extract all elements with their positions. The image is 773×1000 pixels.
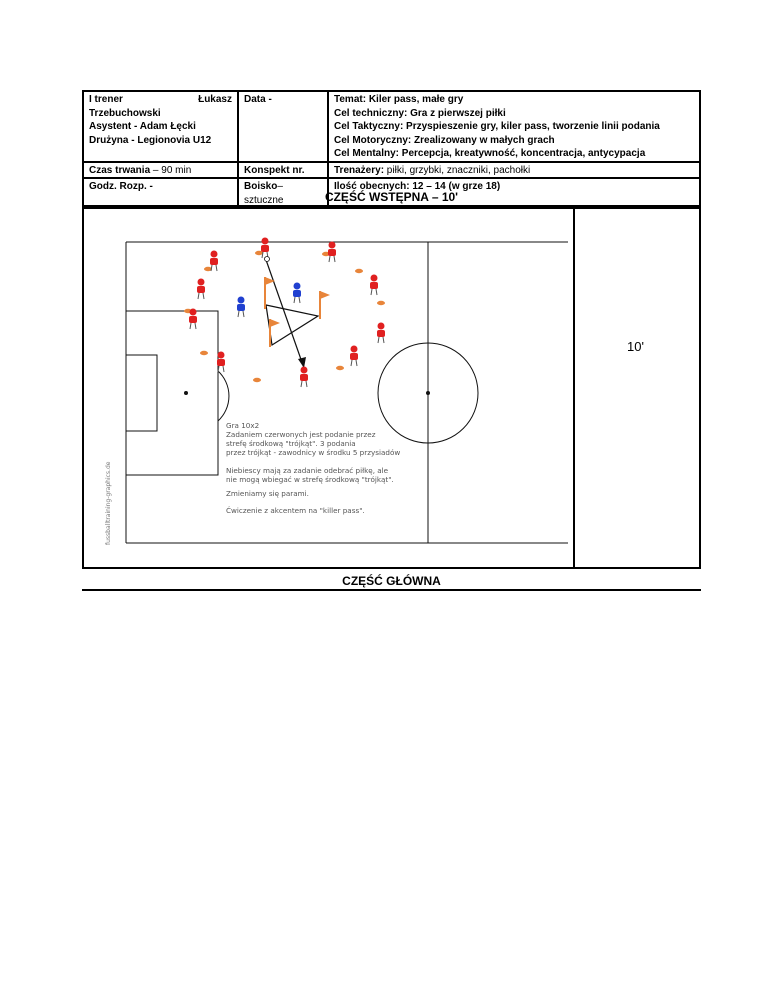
warmup-box <box>82 205 701 569</box>
red-player-icon <box>300 367 308 388</box>
equipment-cell <box>328 162 700 179</box>
trainer-last-name: Trzebuchowski <box>89 107 161 119</box>
duration-label: Czas trwania <box>89 164 151 176</box>
trainer-label: I trener <box>89 94 123 105</box>
cone-icon <box>377 301 385 305</box>
date: Data - <box>244 94 272 105</box>
pass-arrowhead <box>298 357 306 368</box>
desc-line: nie mogą wbiegać w strefę środkową "trójkąt". <box>226 475 394 484</box>
red-player-icon <box>197 279 205 300</box>
cone-icon <box>253 378 261 382</box>
cone-icon <box>355 269 363 273</box>
drill-description <box>226 421 400 515</box>
goal-mental: Cel Mentalny: Percepcja, kreatywność, koncentracja, antycypacja <box>334 148 646 159</box>
trainer-first-name: Łukasz <box>198 94 232 105</box>
trainer-cell <box>83 91 238 162</box>
red-player-icon <box>261 238 269 259</box>
goal-tactical: Cel Taktyczny: Przyspieszenie gry, kiler pass, tworzenie linii podania <box>334 121 660 132</box>
team: Drużyna - Legionovia U12 <box>89 134 212 146</box>
red-player-icon <box>189 309 197 330</box>
desc-line: Zmieniamy się parami. <box>226 489 309 498</box>
penalty-spot <box>184 391 188 395</box>
desc-line: Gra 10x2 <box>226 421 260 430</box>
duration-cell <box>83 162 238 179</box>
goal-technical: Cel techniczny: Gra z pierwszej piłki <box>334 107 506 119</box>
blue-player-icon <box>237 297 245 318</box>
pitch-value: –sztuczne <box>244 181 284 206</box>
red-player-icon <box>210 251 218 272</box>
section-warmup-title: CZĘŚĆ WSTĘPNA – 10' <box>324 190 459 204</box>
desc-line: Zadaniem czerwonych jest podanie przez <box>226 430 376 439</box>
pitch-lines <box>126 242 568 543</box>
section-rule <box>82 589 701 591</box>
pitch-label: Boisko <box>244 181 278 192</box>
start-time: Godz. Rozp. - <box>89 181 153 192</box>
box-divider <box>573 207 575 567</box>
red-player-icon <box>328 242 336 263</box>
red-player-icon <box>217 352 225 373</box>
equipment-label: Trenażery: <box>334 164 385 176</box>
cone-icon <box>200 351 208 355</box>
section-main-title: CZĘŚĆ GŁÓWNA <box>342 574 441 588</box>
goal-motor: Cel Motoryczny: Zrealizowany w małych grach <box>334 134 555 146</box>
assistant: Asystent - Adam Łęcki <box>89 121 196 132</box>
pass-line <box>265 257 304 368</box>
warmup-duration: 10' <box>627 339 644 354</box>
watermark: fussballtraining-graphics.de <box>105 461 112 545</box>
center-spot <box>426 391 430 395</box>
red-player-icon <box>377 323 385 344</box>
flag-icon <box>320 291 330 319</box>
attendance: Ilość obecnych: 12 – 14 (w grze 18) <box>334 181 501 192</box>
cones <box>184 251 385 382</box>
desc-line: strefę środkową "trójkąt". 3 podania <box>226 439 356 448</box>
equipment-value: piłki, grzybki, znaczniki, pachołki <box>384 164 531 176</box>
drill-diagram <box>84 207 573 567</box>
blue-player-icon <box>293 283 301 304</box>
desc-line: Niebiescy mają za zadanie odebrać piłkę, ale <box>226 466 389 475</box>
red-player-icon <box>370 275 378 296</box>
plan-cell <box>238 162 328 179</box>
goals-cell <box>328 91 700 162</box>
duration-value: – 90 min <box>150 164 192 176</box>
desc-line: przez trójkąt - zawodnicy w środku 5 przysiadów <box>226 448 401 457</box>
date-cell <box>238 91 328 162</box>
plan-number: Konspekt nr. <box>244 164 305 176</box>
ball-icon <box>265 257 270 262</box>
cone-icon <box>336 366 344 370</box>
desc-line: Ćwiczenie z akcentem na "killer pass". <box>226 506 365 515</box>
topic: Temat: Kiler pass, małe gry <box>334 94 464 105</box>
red-player-icon <box>350 346 358 367</box>
